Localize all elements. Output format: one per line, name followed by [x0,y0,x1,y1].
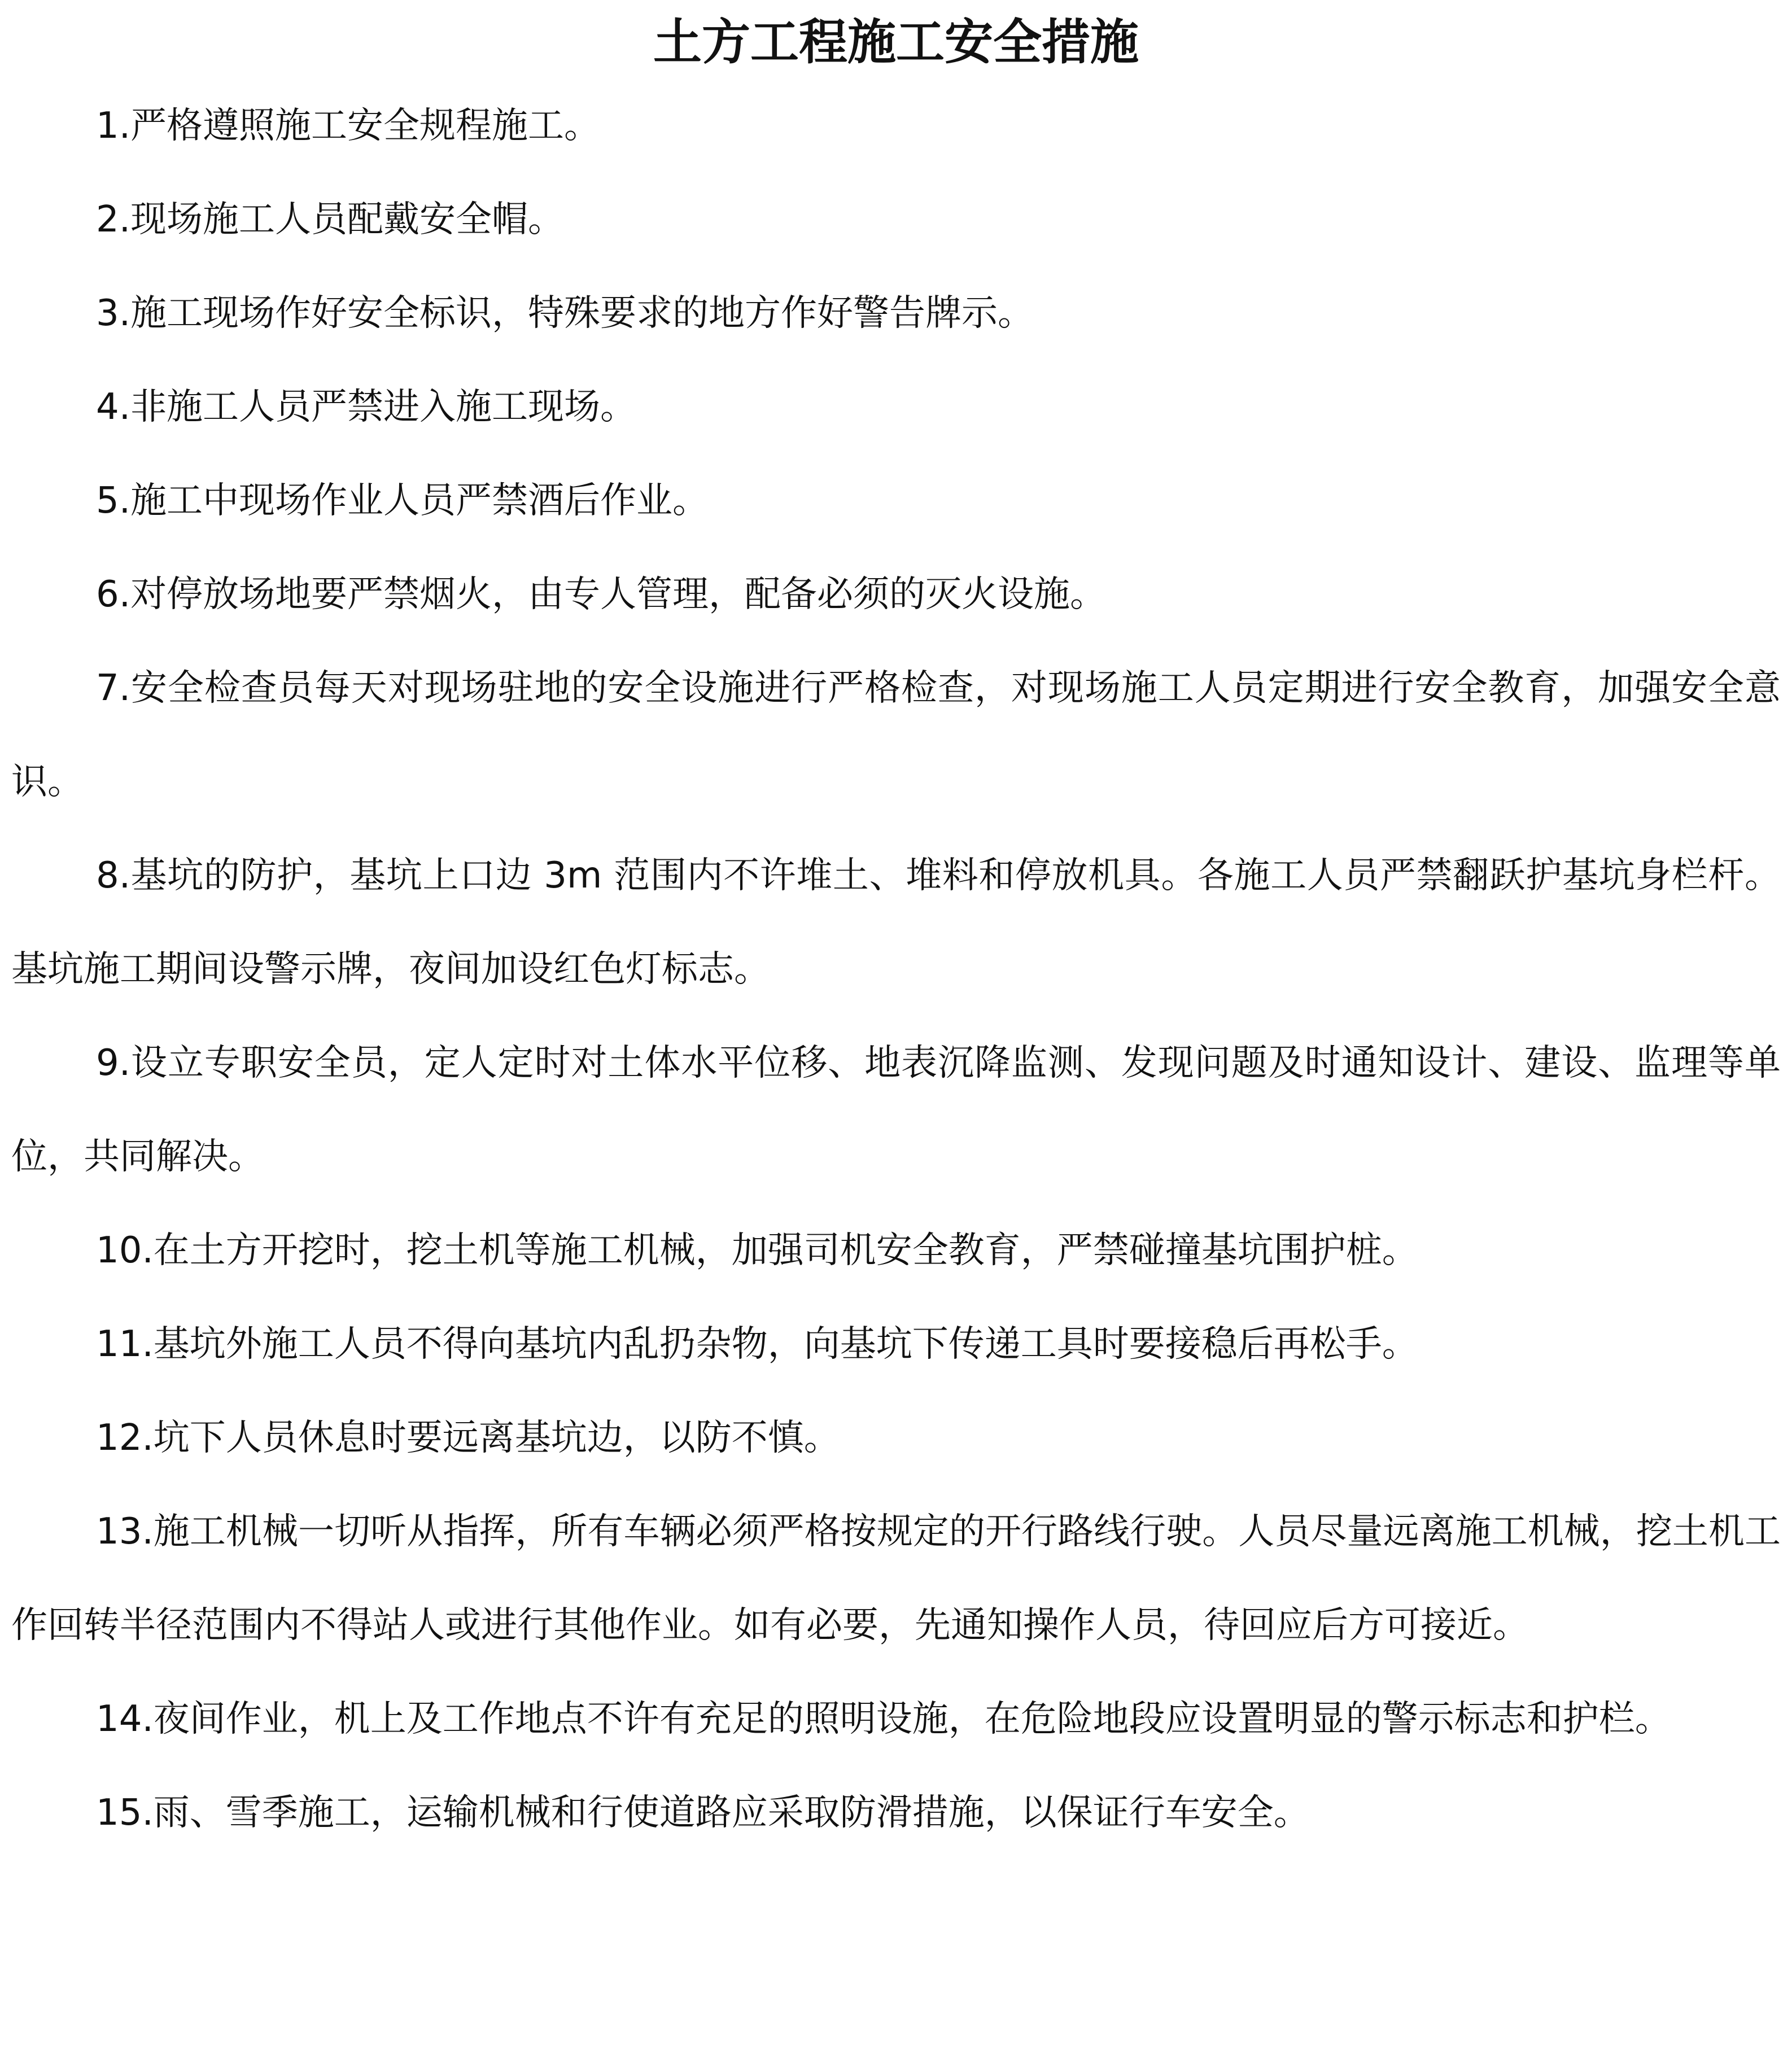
document-title: 土方工程施工安全措施 [653,14,1139,71]
safety-measure-item-5: 5.施工中现场作业人员严禁酒后作业。 [96,480,709,522]
safety-measure-item-10: 10.在土方开挖时，挖土机等施工机械，加强司机安全教育，严禁碰撞基坑围护桩。 [96,1230,1418,1271]
safety-measure-item-4: 4.非施工人员严禁进入施工现场。 [96,386,637,428]
safety-measure-item-15: 15.雨、雪季施工，运输机械和行使道路应采取防滑措施，以保证行车安全。 [96,1792,1310,1834]
safety-measure-item-12: 12.坑下人员休息时要远离基坑边，以防不慎。 [96,1417,840,1459]
safety-measure-item-3: 3.施工现场作好安全标识，特殊要求的地方作好警告牌示。 [96,292,1034,334]
safety-measure-item-8: 8.基坑的防护，基坑上口边 3m 范围内不许堆土、堆料和停放机具。各施工人员严禁翻跃护基坑身栏杆。基坑施工期间设警示牌，夜间加设红色灯标志。 [11,855,1781,990]
safety-measure-item-1: 1.严格遵照施工安全规程施工。 [96,105,601,147]
safety-measure-item-9: 9.设立专职安全员，定人定时对土体水平位移、地表沉降监测、发现问题及时通知设计、建设、监理等单位，共同解决。 [11,1042,1781,1178]
safety-measures-list [11,79,1781,1860]
safety-measure-item-2: 2.现场施工人员配戴安全帽。 [96,199,565,241]
safety-measure-item-11: 11.基坑外施工人员不得向基坑内乱扔杂物，向基坑下传递工具时要接稳后再松手。 [96,1323,1418,1365]
safety-measure-item-13: 13.施工机械一切听从指挥，所有车辆必须严格按规定的开行路线行驶。人员尽量远离施工机械，挖土机工作回转半径范围内不得站人或进行其他作业。如有必要，先通知操作人员，待回应后方可接近。 [11,1511,1781,1646]
safety-measure-item-14: 14.夜间作业，机上及工作地点不许有充足的照明设施，在危险地段应设置明显的警示标志和护栏。 [96,1698,1671,1740]
safety-measure-item-6: 6.对停放场地要严禁烟火，由专人管理，配备必须的灭火设施。 [96,574,1107,615]
safety-measure-item-7: 7.安全检查员每天对现场驻地的安全设施进行严格检查，对现场施工人员定期进行安全教育，加强安全意识。 [11,667,1781,803]
